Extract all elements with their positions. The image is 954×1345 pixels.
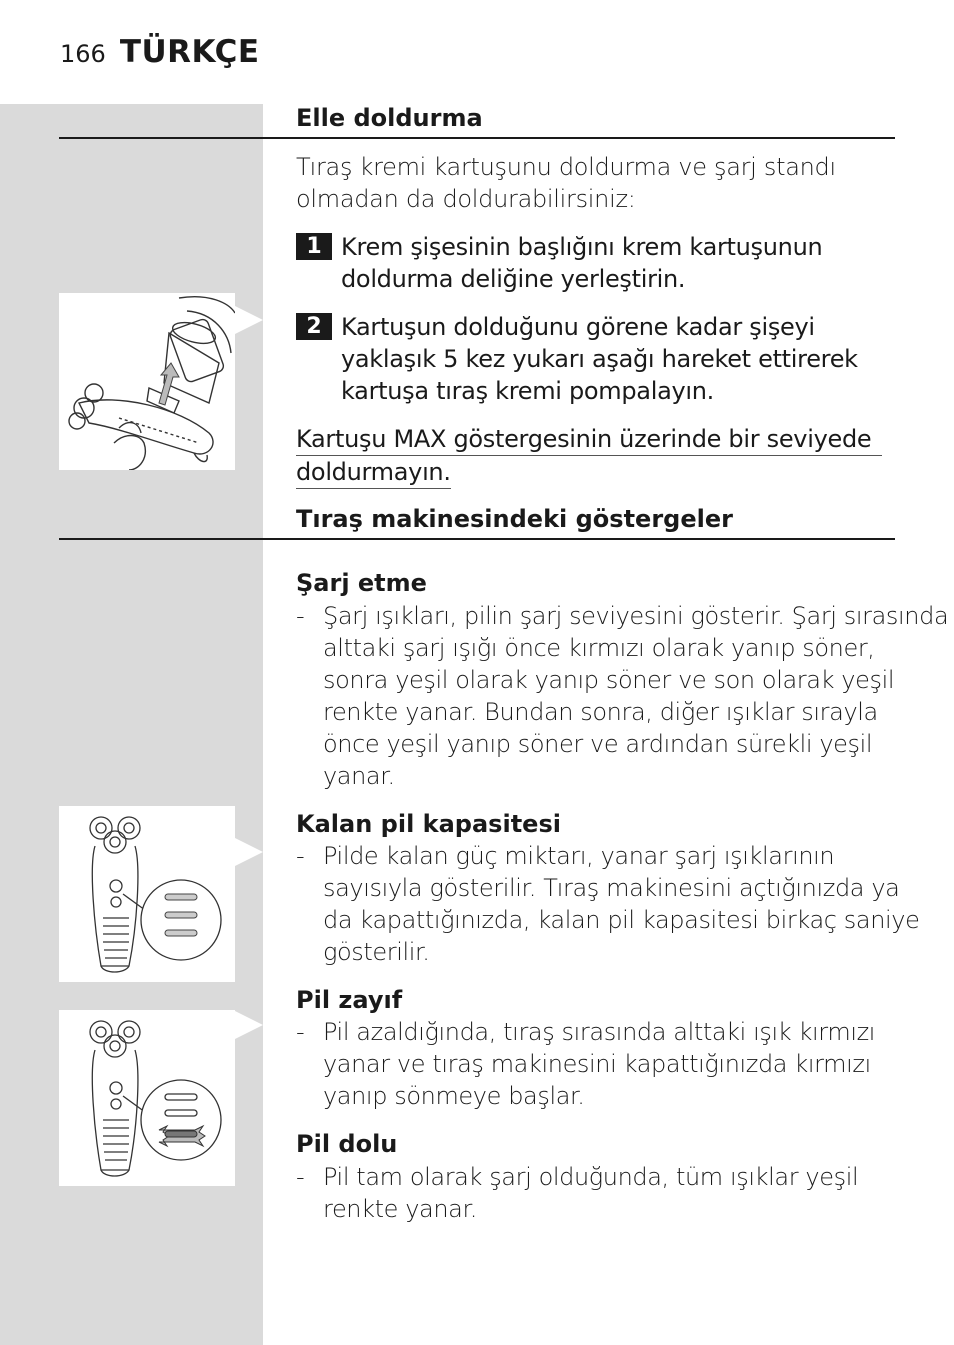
subsection-title-low: Pil zayıf (296, 986, 403, 1014)
text-line: doldurma deliğine yerleştirin. (341, 265, 686, 293)
text-line: Kartuşu MAX göstergesinin üzerinde bir seviyede (296, 423, 882, 456)
text-line: önce yeşil yanıp söner ve ardından sürekli yeşil (323, 730, 873, 758)
bullet-dash: - (296, 1018, 305, 1046)
bullet-dash: - (296, 842, 305, 870)
bullet-dash: - (296, 1163, 305, 1191)
text-line: sayısıyla gösterilir. Tıraş makinesini açtığınızda ya (323, 874, 900, 902)
step-text (341, 311, 858, 407)
intro-paragraph (296, 151, 896, 215)
section-rule (59, 538, 895, 540)
text-line: alttaki şarj ışığı önce kırmızı olarak yanıp söner, (323, 634, 875, 662)
figure-pointer (235, 838, 263, 866)
bullet-body (323, 1161, 858, 1225)
step-number-badge: 2 (296, 313, 332, 340)
illustration-cream-fill (59, 293, 235, 470)
text-line: kartuşa tıraş kremi pompalayın. (341, 377, 715, 405)
shaver-low-drawing (59, 1010, 235, 1186)
text-line: da kapattığınızda, kalan pil kapasitesi birkaç saniye (323, 906, 920, 934)
text-line: olmadan da doldurabilirsiniz: (296, 185, 636, 213)
text-line: yanar ve tıraş makinesini kapattığınızda kırmızı (323, 1050, 871, 1078)
figure-pointer (235, 1011, 263, 1039)
text-line: Pil tam olarak şarj olduğunda, tüm ışıklar yeşil (323, 1163, 859, 1191)
text-line: doldurmayın. (296, 456, 451, 489)
page-language: TÜRKÇE (119, 34, 260, 70)
shaver-lights-drawing (59, 806, 235, 982)
text-line: Şarj ışıkları, pilin şarj seviyesini gösterir. Şarj sırasında (323, 602, 949, 630)
text-line: Tıraş kremi kartuşunu doldurma ve şarj standı (296, 153, 836, 181)
bullet-body (323, 1016, 875, 1112)
text-line: renkte yanar. Bundan sonra, diğer ışıklar sırayla (323, 698, 878, 726)
text-line: Kartuşun dolduğunu görene kadar şişeyi (341, 313, 815, 341)
subsection-title-charging: Şarj etme (296, 569, 427, 597)
step-number-badge: 1 (296, 233, 332, 260)
text-line: yaklaşık 5 kez yukarı aşağı hareket ettirerek (341, 345, 858, 373)
step-text (341, 231, 822, 295)
warning-note (296, 423, 882, 489)
subsection-title-remaining: Kalan pil kapasitesi (296, 810, 561, 838)
text-line: yanıp sönmeye başlar. (323, 1082, 585, 1110)
text-line: renkte yanar. (323, 1195, 477, 1223)
section-title-indicators: Tıraş makinesindeki göstergeler (296, 505, 733, 533)
text-line: Krem şişesinin başlığını krem kartuşunun (341, 233, 823, 261)
section-title-manual-fill: Elle doldurma (296, 104, 483, 132)
page-number: 166 (60, 40, 106, 68)
illustration-low-battery (59, 1010, 235, 1186)
bullet-dash: - (296, 602, 305, 630)
bullet-body (323, 840, 919, 968)
cream-fill-drawing (59, 293, 235, 470)
illustration-remaining-capacity (59, 806, 235, 982)
text-line: yanar. (323, 762, 395, 790)
text-line: gösterilir. (323, 938, 430, 966)
section-rule (59, 137, 895, 139)
text-line: Pilde kalan güç miktarı, yanar şarj ışıklarının (323, 842, 835, 870)
text-line: sonra yeşil olarak yanıp söner ve son olarak yeşil (323, 666, 895, 694)
figure-pointer (235, 306, 263, 334)
bullet-body (323, 600, 948, 792)
text-line: Pil azaldığında, tıraş sırasında alttaki ışık kırmızı (323, 1018, 876, 1046)
page-header (60, 34, 260, 74)
subsection-title-full: Pil dolu (296, 1130, 398, 1158)
